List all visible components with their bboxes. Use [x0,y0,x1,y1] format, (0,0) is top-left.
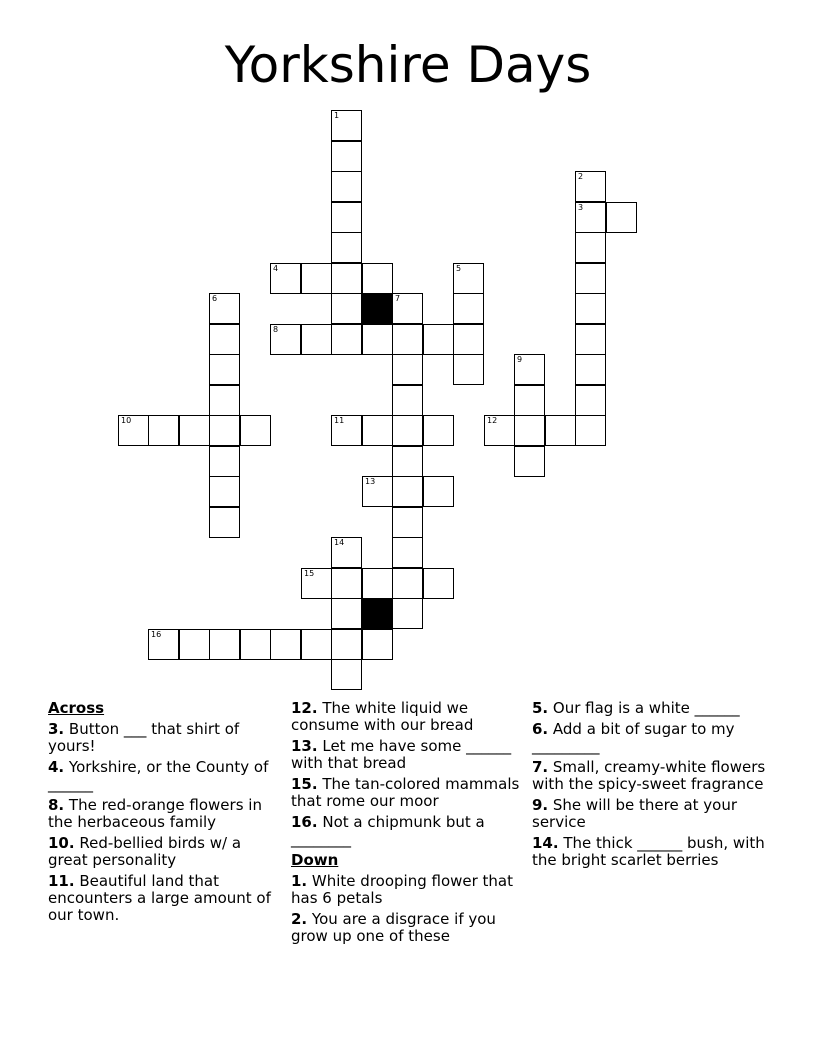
clue-num: 16. [291,813,318,831]
clue-text: Let me have some ______ with that bread [291,737,512,772]
clue-item [291,814,527,848]
grid-cell[interactable] [514,354,545,385]
clues-column-2 [291,700,527,949]
grid-cell[interactable] [362,629,393,660]
grid-cell[interactable] [179,415,210,446]
grid-cell[interactable] [453,324,484,355]
grid-cell[interactable] [423,415,454,446]
grid-cell[interactable] [392,354,423,385]
grid-cell[interactable] [575,415,606,446]
grid-cell[interactable] [331,415,362,446]
grid-cell[interactable] [331,263,362,294]
grid-cell[interactable] [331,598,362,629]
clue-num: 5. [532,699,549,717]
clue-number: 10 [121,416,132,425]
clue-text: Red-bellied birds w/ a great personality [48,834,242,869]
grid-cell[interactable] [331,202,362,233]
grid-cell[interactable] [331,568,362,599]
clue-text: The tan-colored mammals that rome our moor [291,775,520,810]
grid-cell[interactable] [392,446,423,477]
clue-text: Not a chipmunk but a ________ [291,813,485,848]
clue-item [532,721,772,755]
black-cell [362,598,393,629]
grid-cell[interactable] [392,507,423,538]
clue-text: The thick ______ bush, with the bright scarlet berries [532,834,765,869]
grid-cell[interactable] [331,232,362,263]
clue-number: 6 [212,294,218,303]
grid-cell[interactable] [331,537,362,568]
grid-cell[interactable] [392,415,423,446]
grid-cell[interactable] [392,537,423,568]
clue-item [48,721,283,755]
grid-cell[interactable] [392,385,423,416]
grid-cell[interactable] [514,415,545,446]
puzzle-title: Yorkshire Days [224,36,592,94]
clue-num: 10. [48,834,75,852]
clue-text: Small, creamy-white flowers with the spicy-sweet fragrance [532,758,766,793]
grid-cell[interactable] [423,568,454,599]
grid-cell[interactable] [362,263,393,294]
across-clue-list [48,721,283,924]
clue-number: 7 [395,294,401,303]
grid-cell[interactable] [545,415,576,446]
grid-cell[interactable] [331,324,362,355]
grid-cell[interactable] [331,629,362,660]
grid-cell[interactable] [514,446,545,477]
grid-cell[interactable] [362,568,393,599]
grid-cell[interactable] [575,171,606,202]
grid-cell[interactable] [392,293,423,324]
grid-cell[interactable] [575,354,606,385]
clue-number: 12 [487,416,498,425]
clue-num: 6. [532,720,549,738]
grid-cell[interactable] [209,385,240,416]
clue-number: 14 [334,538,345,547]
clue-text: She will be there at your service [532,796,738,831]
grid-cell[interactable] [575,324,606,355]
clue-item [532,797,772,831]
grid-cell[interactable] [270,324,301,355]
clue-text: Beautiful land that encounters a large amount of our town. [48,872,271,924]
clue-item [48,797,283,831]
grid-cell[interactable] [453,263,484,294]
grid-cell[interactable] [453,293,484,324]
grid-cell[interactable] [148,629,179,660]
grid-cell[interactable] [575,232,606,263]
grid-cell[interactable] [209,415,240,446]
clues-column-1 [48,700,283,928]
clue-number: 3 [578,203,584,212]
clue-item [532,700,772,717]
grid-cell[interactable] [209,476,240,507]
clue-number: 4 [273,264,279,273]
clue-num: 11. [48,872,75,890]
grid-cell[interactable] [575,293,606,324]
down-clue-list [291,873,527,945]
grid-cell[interactable] [209,354,240,385]
clue-num: 13. [291,737,318,755]
clue-item [291,776,527,810]
down-header: Down [291,851,339,869]
grid-cell[interactable] [423,324,454,355]
clue-num: 8. [48,796,65,814]
grid-cell[interactable] [331,171,362,202]
clue-text: White drooping flower that has 6 petals [291,872,514,907]
clue-item [48,759,283,793]
grid-cell[interactable] [331,659,362,690]
clue-item [532,835,772,869]
clue-num: 3. [48,720,65,738]
clue-text: You are a disgrace if you grow up one of these [291,910,496,945]
grid-cell[interactable] [392,598,423,629]
clue-num: 1. [291,872,308,890]
grid-cell[interactable] [301,568,332,599]
grid-cell[interactable] [484,415,515,446]
clue-number: 8 [273,325,279,334]
down-clue-list-cont [532,700,772,869]
clue-number: 1 [334,111,340,120]
clue-item [291,911,527,945]
grid-cell[interactable] [575,385,606,416]
clue-number: 15 [304,569,315,578]
clue-number: 9 [517,355,523,364]
grid-cell[interactable] [301,324,332,355]
clue-item [48,835,283,869]
clue-text: Button ___ that shirt of yours! [48,720,240,755]
clue-number: 11 [334,416,345,425]
across-header: Across [48,699,105,717]
clue-item [291,700,527,734]
grid-cell[interactable] [240,415,271,446]
clue-item [48,873,283,924]
grid-cell[interactable] [575,263,606,294]
grid-cell[interactable] [453,354,484,385]
clue-num: 7. [532,758,549,776]
clue-number: 2 [578,172,584,181]
grid-cell[interactable] [392,324,423,355]
grid-cell[interactable] [209,507,240,538]
clue-num: 14. [532,834,559,852]
grid-cell[interactable] [179,629,210,660]
clue-num: 12. [291,699,318,717]
clue-text: Our flag is a white ______ [548,699,740,717]
clue-number: 5 [456,264,462,273]
grid-cell[interactable] [270,629,301,660]
grid-cell[interactable] [392,568,423,599]
grid-cell[interactable] [209,293,240,324]
grid-cell[interactable] [362,476,393,507]
grid-cell[interactable] [209,629,240,660]
grid-cell[interactable] [270,263,301,294]
clue-number: 16 [151,630,162,639]
clue-text: The white liquid we consume with our bread [291,699,474,734]
grid-cell[interactable] [118,415,149,446]
across-clue-list-cont [291,700,527,848]
grid-cell[interactable] [514,385,545,416]
clue-item [291,873,527,907]
clue-num: 9. [532,796,549,814]
grid-cell[interactable] [209,446,240,477]
grid-cell[interactable] [362,324,393,355]
grid-cell[interactable] [301,263,332,294]
clue-number: 13 [365,477,376,486]
grid-cell[interactable] [331,293,362,324]
grid-cell[interactable] [606,202,637,233]
clue-text: Add a bit of sugar to my _________ [532,720,735,755]
grid-cell[interactable] [362,415,393,446]
clue-text: The red-orange flowers in the herbaceous family [48,796,262,831]
clue-num: 2. [291,910,308,928]
clues-column-3 [532,700,772,873]
grid-cell[interactable] [575,202,606,233]
grid-cell[interactable] [209,324,240,355]
grid-cell[interactable] [331,110,362,141]
clue-num: 15. [291,775,318,793]
black-cell [362,293,393,324]
grid-cell[interactable] [148,415,179,446]
clue-text: Yorkshire, or the County of ______ [48,758,269,793]
clue-num: 4. [48,758,65,776]
grid-cell[interactable] [331,141,362,172]
grid-cell[interactable] [240,629,271,660]
clue-item [532,759,772,793]
clue-item [291,738,527,772]
grid-cell[interactable] [423,476,454,507]
grid-cell[interactable] [392,476,423,507]
grid-cell[interactable] [301,629,332,660]
